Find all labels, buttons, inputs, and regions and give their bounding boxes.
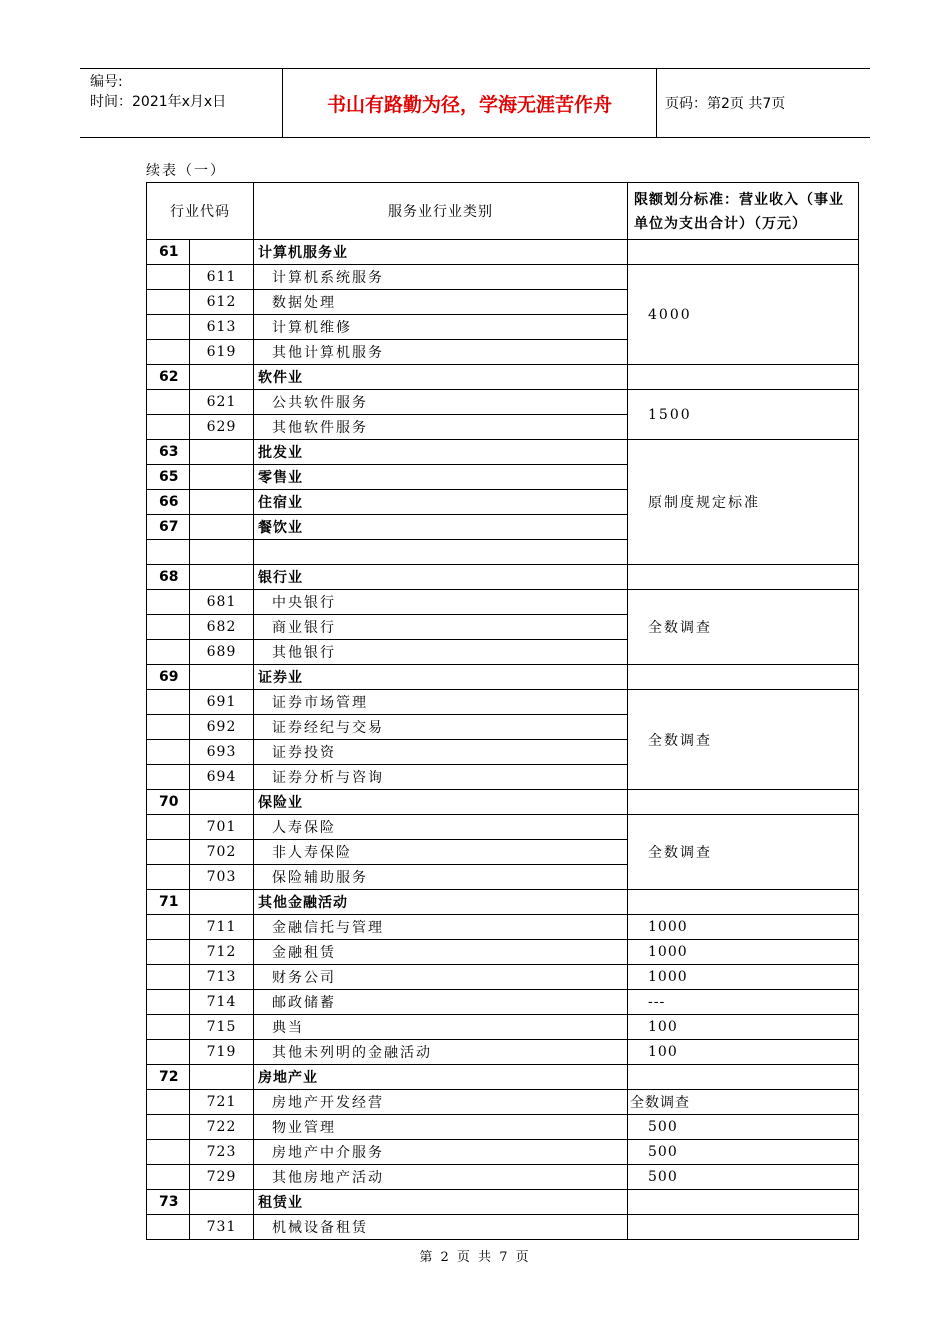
item-row bbox=[147, 690, 859, 715]
item-code: 711 bbox=[190, 915, 254, 940]
item-code: 712 bbox=[190, 940, 254, 965]
item-code: 713 bbox=[190, 965, 254, 990]
standard-value: 全数调查 bbox=[628, 815, 859, 890]
item-name: 金融租赁 bbox=[254, 940, 628, 965]
code-spacer bbox=[190, 465, 254, 490]
code-spacer bbox=[190, 515, 254, 540]
item-row bbox=[147, 1090, 859, 1115]
code-spacer bbox=[147, 1140, 190, 1165]
item-name: 证券经纪与交易 bbox=[254, 715, 628, 740]
code-spacer bbox=[147, 590, 190, 615]
code-spacer bbox=[147, 390, 190, 415]
section-row bbox=[147, 790, 859, 815]
section-code: 66 bbox=[147, 490, 190, 515]
standard-value: 1000 bbox=[628, 915, 859, 940]
item-row bbox=[147, 990, 859, 1015]
item-name: 典当 bbox=[254, 1015, 628, 1040]
standard-value: 1000 bbox=[628, 965, 859, 990]
standard-value: 500 bbox=[628, 1115, 859, 1140]
standard-value bbox=[628, 1215, 859, 1240]
item-name: 物业管理 bbox=[254, 1115, 628, 1140]
code-spacer bbox=[147, 965, 190, 990]
industry-table bbox=[146, 182, 859, 1240]
code-spacer bbox=[190, 440, 254, 465]
standard-empty bbox=[628, 790, 859, 815]
item-code: 703 bbox=[190, 865, 254, 890]
table-caption: 续表（一） bbox=[146, 163, 226, 179]
standard-empty bbox=[628, 1190, 859, 1215]
standard-empty bbox=[628, 240, 859, 265]
code-spacer bbox=[147, 340, 190, 365]
standard-value: 500 bbox=[628, 1165, 859, 1190]
item-code: 621 bbox=[190, 390, 254, 415]
code-spacer bbox=[147, 815, 190, 840]
code-spacer bbox=[190, 665, 254, 690]
item-row bbox=[147, 1215, 859, 1240]
code-spacer bbox=[190, 1065, 254, 1090]
time-label: 时间：2021年x月x日 bbox=[90, 94, 227, 110]
section-name: 银行业 bbox=[254, 565, 628, 590]
code-spacer bbox=[147, 640, 190, 665]
item-row bbox=[147, 1140, 859, 1165]
code-spacer bbox=[147, 265, 190, 290]
section-code: 72 bbox=[147, 1065, 190, 1090]
standard-empty bbox=[628, 565, 859, 590]
code-spacer bbox=[147, 915, 190, 940]
section-code: 69 bbox=[147, 665, 190, 690]
section-row bbox=[147, 890, 859, 915]
section-row bbox=[147, 440, 859, 465]
item-name: 其他房地产活动 bbox=[254, 1165, 628, 1190]
item-name: 邮政储蓄 bbox=[254, 990, 628, 1015]
code-spacer bbox=[147, 315, 190, 340]
item-row bbox=[147, 590, 859, 615]
item-row bbox=[147, 265, 859, 290]
code-spacer bbox=[147, 1115, 190, 1140]
item-code: 721 bbox=[190, 1090, 254, 1115]
item-row bbox=[147, 1165, 859, 1190]
code-spacer bbox=[147, 1215, 190, 1240]
code-spacer bbox=[147, 865, 190, 890]
item-code: 682 bbox=[190, 615, 254, 640]
item-code: 681 bbox=[190, 590, 254, 615]
code-spacer bbox=[147, 615, 190, 640]
code-spacer bbox=[147, 690, 190, 715]
code-spacer bbox=[147, 740, 190, 765]
number-label: 编号: bbox=[90, 74, 123, 90]
standard-value: 4000 bbox=[628, 265, 859, 365]
standard-empty bbox=[628, 1065, 859, 1090]
code-spacer bbox=[147, 290, 190, 315]
col-header-code: 行业代码 bbox=[147, 183, 254, 240]
section-code: 68 bbox=[147, 565, 190, 590]
standard-value: 100 bbox=[628, 1015, 859, 1040]
item-name: 计算机维修 bbox=[254, 315, 628, 340]
section-code: 62 bbox=[147, 365, 190, 390]
item-code: 692 bbox=[190, 715, 254, 740]
name-spacer bbox=[254, 540, 628, 565]
item-code: 701 bbox=[190, 815, 254, 840]
item-name: 中央银行 bbox=[254, 590, 628, 615]
standard-value: 100 bbox=[628, 1040, 859, 1065]
item-name: 商业银行 bbox=[254, 615, 628, 640]
code-spacer bbox=[147, 1090, 190, 1115]
section-name: 批发业 bbox=[254, 440, 628, 465]
standard-value: 1000 bbox=[628, 940, 859, 965]
standard-value: 1500 bbox=[628, 390, 859, 440]
item-code: 719 bbox=[190, 1040, 254, 1065]
item-name: 公共软件服务 bbox=[254, 390, 628, 415]
item-row bbox=[147, 1015, 859, 1040]
standard-value: 500 bbox=[628, 1140, 859, 1165]
code-spacer bbox=[190, 490, 254, 515]
code-spacer bbox=[190, 365, 254, 390]
section-row bbox=[147, 1065, 859, 1090]
item-code: 619 bbox=[190, 340, 254, 365]
item-name: 非人寿保险 bbox=[254, 840, 628, 865]
code-spacer bbox=[147, 990, 190, 1015]
code-spacer bbox=[147, 840, 190, 865]
section-code: 67 bbox=[147, 515, 190, 540]
item-code: 714 bbox=[190, 990, 254, 1015]
table-header-row bbox=[147, 183, 859, 240]
item-name: 房地产开发经营 bbox=[254, 1090, 628, 1115]
code-spacer bbox=[190, 565, 254, 590]
code-spacer bbox=[147, 1015, 190, 1040]
section-code: 65 bbox=[147, 465, 190, 490]
header-meta bbox=[80, 69, 283, 137]
section-row bbox=[147, 1190, 859, 1215]
item-name: 保险辅助服务 bbox=[254, 865, 628, 890]
item-name: 证券投资 bbox=[254, 740, 628, 765]
page-footer: 第 2 页 共 7 页 bbox=[419, 1250, 531, 1265]
code-spacer bbox=[147, 415, 190, 440]
item-code: 611 bbox=[190, 265, 254, 290]
code-spacer bbox=[147, 765, 190, 790]
section-name: 房地产业 bbox=[254, 1065, 628, 1090]
section-name: 租赁业 bbox=[254, 1190, 628, 1215]
item-code: 702 bbox=[190, 840, 254, 865]
item-row bbox=[147, 1115, 859, 1140]
code-spacer bbox=[190, 890, 254, 915]
code-spacer bbox=[190, 1190, 254, 1215]
section-code: 70 bbox=[147, 790, 190, 815]
section-name: 软件业 bbox=[254, 365, 628, 390]
section-row bbox=[147, 365, 859, 390]
code-spacer bbox=[147, 1165, 190, 1190]
item-row bbox=[147, 965, 859, 990]
standard-empty bbox=[628, 890, 859, 915]
item-row bbox=[147, 915, 859, 940]
header-page-label: 页码：第2页 共7页 bbox=[665, 96, 786, 112]
section-row bbox=[147, 565, 859, 590]
item-name: 其他银行 bbox=[254, 640, 628, 665]
code-spacer bbox=[190, 790, 254, 815]
standard-value: 原制度规定标准 bbox=[628, 440, 859, 565]
section-row bbox=[147, 240, 859, 265]
item-name: 人寿保险 bbox=[254, 815, 628, 840]
section-name: 保险业 bbox=[254, 790, 628, 815]
item-name: 证券市场管理 bbox=[254, 690, 628, 715]
standard-value: 全数调查 bbox=[628, 1090, 859, 1115]
standard-value: 全数调查 bbox=[628, 590, 859, 665]
standard-value: 全数调查 bbox=[628, 690, 859, 790]
item-name: 计算机系统服务 bbox=[254, 265, 628, 290]
item-name: 其他未列明的金融活动 bbox=[254, 1040, 628, 1065]
item-code: 731 bbox=[190, 1215, 254, 1240]
section-row bbox=[147, 665, 859, 690]
item-code: 689 bbox=[190, 640, 254, 665]
section-name: 计算机服务业 bbox=[254, 240, 628, 265]
item-row bbox=[147, 390, 859, 415]
code-spacer bbox=[147, 715, 190, 740]
item-code: 691 bbox=[190, 690, 254, 715]
item-code: 722 bbox=[190, 1115, 254, 1140]
item-code: 694 bbox=[190, 765, 254, 790]
item-row bbox=[147, 1040, 859, 1065]
standard-empty bbox=[628, 365, 859, 390]
item-row bbox=[147, 815, 859, 840]
section-name: 餐饮业 bbox=[254, 515, 628, 540]
item-name: 金融信托与管理 bbox=[254, 915, 628, 940]
item-code: 723 bbox=[190, 1140, 254, 1165]
code-spacer bbox=[147, 540, 190, 565]
item-name: 证券分析与咨询 bbox=[254, 765, 628, 790]
col-header-standard: 限额划分标准：营业收入（事业单位为支出合计）（万元） bbox=[628, 183, 859, 240]
item-code: 729 bbox=[190, 1165, 254, 1190]
col-header-category: 服务业行业类别 bbox=[254, 183, 628, 240]
header-motto: 书山有路勤为径，学海无涯苦作舟 bbox=[283, 69, 657, 137]
section-name: 住宿业 bbox=[254, 490, 628, 515]
section-code: 73 bbox=[147, 1190, 190, 1215]
item-name: 房地产中介服务 bbox=[254, 1140, 628, 1165]
item-name: 其他软件服务 bbox=[254, 415, 628, 440]
item-code: 612 bbox=[190, 290, 254, 315]
section-name: 其他金融活动 bbox=[254, 890, 628, 915]
page-header bbox=[80, 68, 870, 138]
code-spacer bbox=[190, 540, 254, 565]
section-name: 零售业 bbox=[254, 465, 628, 490]
standard-empty bbox=[628, 665, 859, 690]
section-name: 证券业 bbox=[254, 665, 628, 690]
item-code: 693 bbox=[190, 740, 254, 765]
standard-value: --- bbox=[628, 990, 859, 1015]
section-code: 63 bbox=[147, 440, 190, 465]
section-code: 61 bbox=[147, 240, 190, 265]
code-spacer bbox=[190, 240, 254, 265]
item-code: 629 bbox=[190, 415, 254, 440]
item-row bbox=[147, 940, 859, 965]
item-name: 财务公司 bbox=[254, 965, 628, 990]
item-code: 613 bbox=[190, 315, 254, 340]
item-name: 其他计算机服务 bbox=[254, 340, 628, 365]
item-name: 数据处理 bbox=[254, 290, 628, 315]
code-spacer bbox=[147, 940, 190, 965]
code-spacer bbox=[147, 1040, 190, 1065]
section-code: 71 bbox=[147, 890, 190, 915]
item-code: 715 bbox=[190, 1015, 254, 1040]
item-name: 机械设备租赁 bbox=[254, 1215, 628, 1240]
